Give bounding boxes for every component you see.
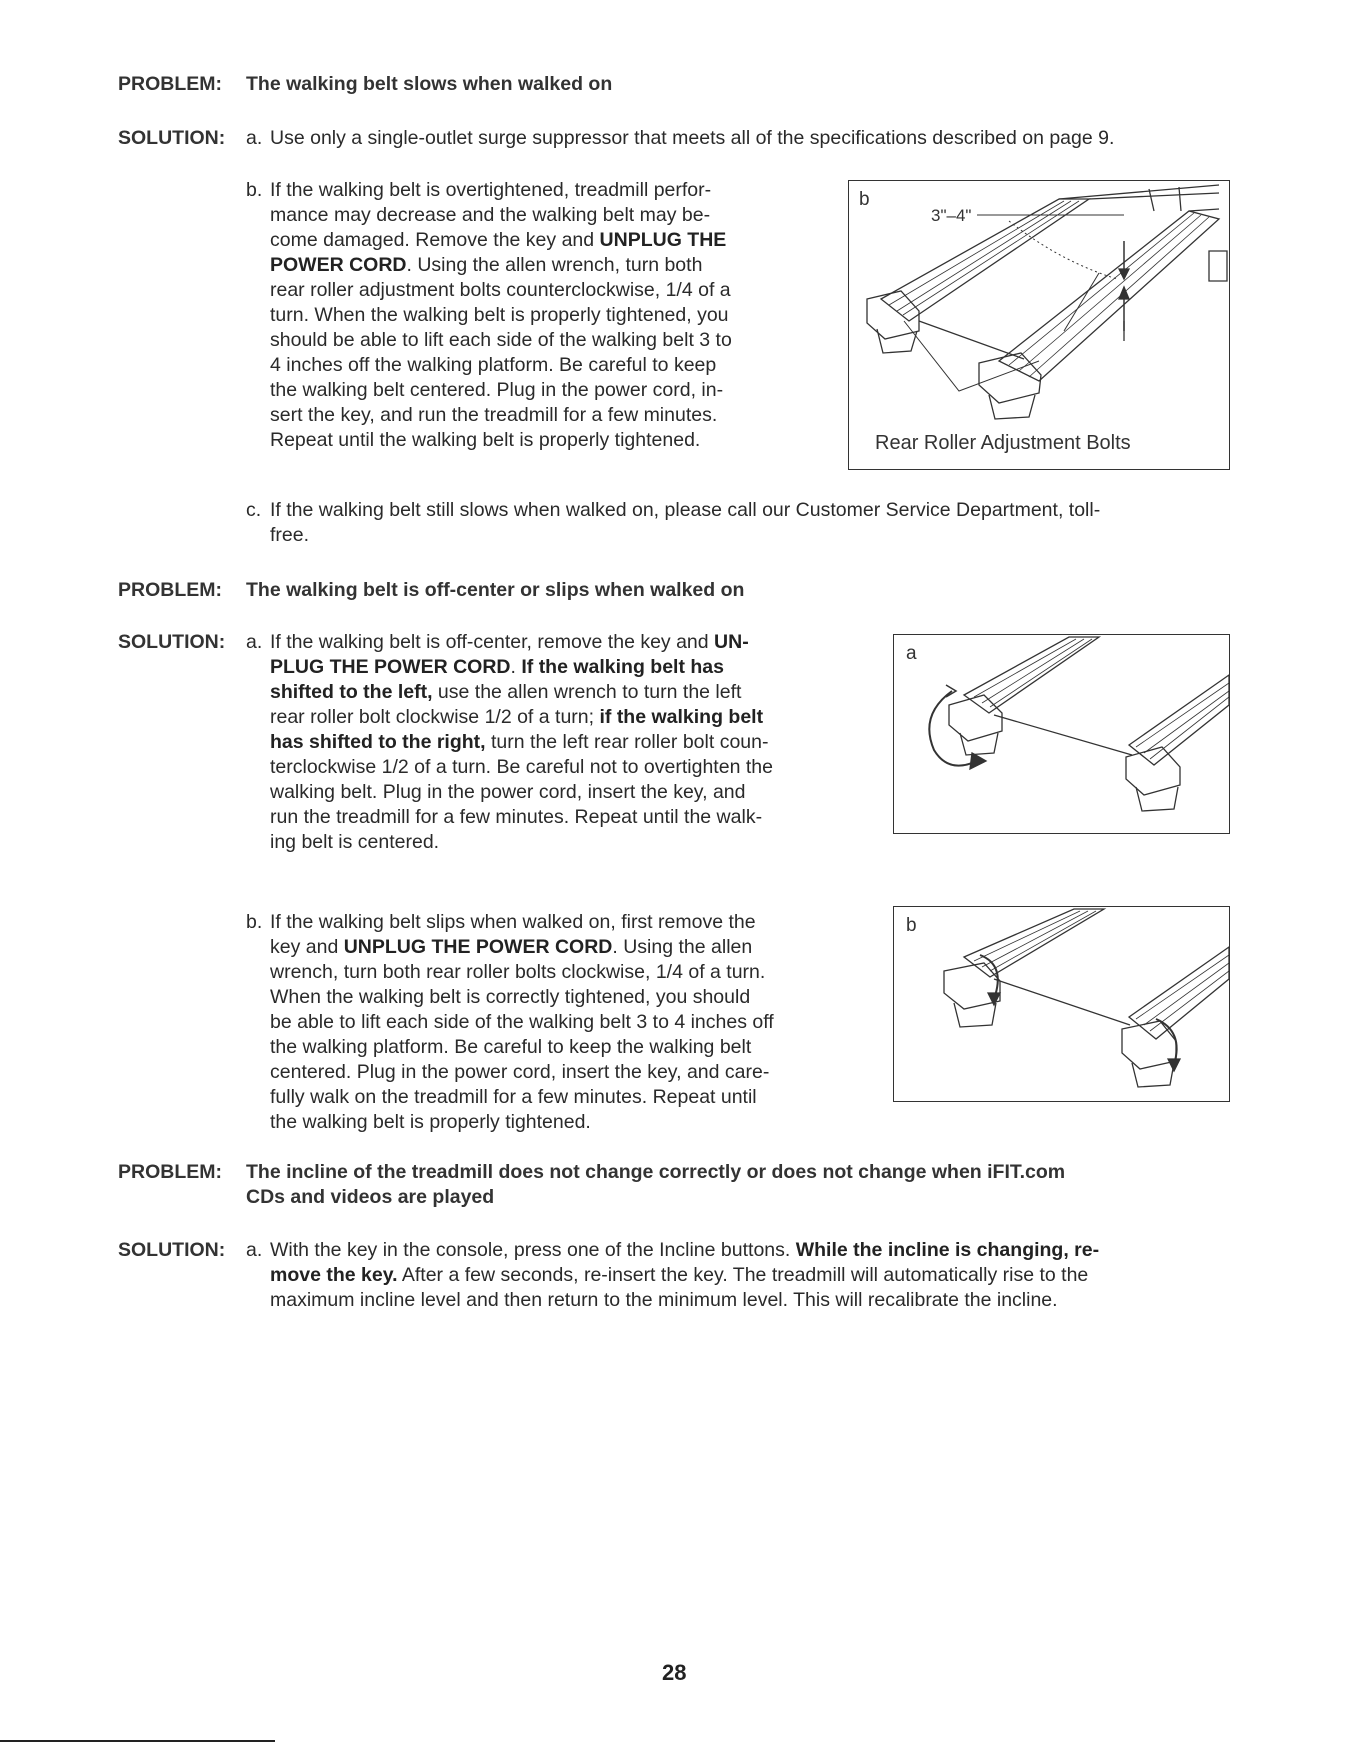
text-line: free. [270, 524, 310, 546]
text-line: ing belt is centered. [270, 831, 440, 853]
text-line: If the walking belt is overtightened, treadmill perfor- [270, 179, 712, 201]
step-letter: b. [246, 179, 263, 201]
text-line: With the key in the console, press one of the Incline buttons. While the incline is changing, re- [270, 1239, 1100, 1261]
problem-label: PROBLEM: [118, 73, 222, 95]
text-line: be able to lift each side of the walking belt 3 to 4 inches off [270, 1011, 774, 1033]
problem-title: The walking belt is off-center or slips when walked on [246, 579, 745, 601]
text-line: shifted to the left, use the allen wrench to turn the left [270, 681, 742, 703]
text-line: the walking platform. Be careful to keep the walking belt [270, 1036, 752, 1058]
title-line: The incline of the treadmill does not change correctly or does not change when iFIT.com [246, 1161, 1066, 1183]
step-letter: c. [246, 499, 262, 521]
text-line: rear roller bolt clockwise 1/2 of a turn; if the walking belt [270, 706, 764, 728]
step-letter: a. [246, 127, 263, 149]
step-paragraph [270, 910, 850, 1135]
problem-title [246, 1160, 1065, 1210]
text-line: turn. When the walking belt is properly tightened, you [270, 304, 729, 326]
step-paragraph [270, 178, 830, 453]
text-line: If the walking belt is off-center, remove the key and UN- [270, 631, 749, 653]
text-line: terclockwise 1/2 of a turn. Be careful not to overtighten the [270, 756, 773, 778]
roller-figure-b [893, 906, 1230, 1102]
text-line: maximum incline level and then return to the minimum level. This will recalibrate the incline. [270, 1289, 1058, 1311]
step-paragraph [270, 498, 1100, 548]
figure-letter: b [906, 915, 917, 936]
text-line: 4 inches off the walking platform. Be careful to keep [270, 354, 717, 376]
problem-label: PROBLEM: [118, 1161, 222, 1183]
rear-roller-figure [848, 180, 1230, 470]
figure-caption: Rear Roller Adjustment Bolts [875, 432, 1131, 454]
text-line: walking belt. Plug in the power cord, insert the key, and [270, 781, 746, 803]
text-line: rear roller adjustment bolts counterclockwise, 1/4 of a [270, 279, 731, 301]
step-paragraph [270, 630, 850, 855]
text-line: If the walking belt still slows when walked on, please call our Customer Service Department, toll- [270, 499, 1101, 521]
text-line: wrench, turn both rear roller bolts clockwise, 1/4 of a turn. [270, 961, 766, 983]
problem-label: PROBLEM: [118, 579, 222, 601]
text-line: Repeat until the walking belt is properly tightened. [270, 429, 701, 451]
text-line: When the walking belt is correctly tightened, you should [270, 986, 751, 1008]
text-line: come damaged. Remove the key and UNPLUG THE [270, 229, 727, 251]
text-line: run the treadmill for a few minutes. Repeat until the walk- [270, 806, 763, 828]
measurement-label: 3"–4" [931, 206, 972, 225]
text-line: move the key. After a few seconds, re-insert the key. The treadmill will automatically rise to the [270, 1264, 1089, 1286]
step-paragraph [270, 1238, 1099, 1313]
text-line: sert the key, and run the treadmill for a few minutes. [270, 404, 718, 426]
solution-label: SOLUTION: [118, 631, 226, 653]
text-line: key and UNPLUG THE POWER CORD. Using the allen [270, 936, 753, 958]
figure-letter: b [859, 189, 870, 210]
solution-label: SOLUTION: [118, 1239, 226, 1261]
step-letter: a. [246, 1239, 263, 1261]
both-rollers-clockwise-illustration [894, 907, 1229, 1101]
text-line: PLUG THE POWER CORD. If the walking belt has [270, 656, 724, 678]
treadmill-rear-roller-illustration [849, 181, 1229, 469]
text-line: If the walking belt slips when walked on, first remove the [270, 911, 756, 933]
text-line: mance may decrease and the walking belt may be- [270, 204, 711, 226]
roller-figure-a [893, 634, 1230, 834]
problem-title: The walking belt slows when walked on [246, 73, 613, 95]
page-number: 28 [662, 1660, 687, 1685]
bottom-rule [0, 1740, 275, 1742]
solution-label: SOLUTION: [118, 127, 226, 149]
figure-letter: a [906, 643, 917, 664]
step-letter: a. [246, 631, 263, 653]
text-line: centered. Plug in the power cord, insert the key, and care- [270, 1061, 770, 1083]
step-text: Use only a single-outlet surge suppressor that meets all of the specifications described on page 9. [270, 127, 1115, 149]
title-line: CDs and videos are played [246, 1186, 495, 1208]
step-letter: b. [246, 911, 263, 933]
text-line: fully walk on the treadmill for a few minutes. Repeat until [270, 1086, 757, 1108]
left-roller-counterclockwise-illustration [894, 635, 1229, 833]
text-line: should be able to lift each side of the walking belt 3 to [270, 329, 732, 351]
text-line: the walking belt centered. Plug in the power cord, in- [270, 379, 724, 401]
text-line: the walking belt is properly tightened. [270, 1111, 591, 1133]
text-line: has shifted to the right, turn the left rear roller bolt coun- [270, 731, 769, 753]
text-line: POWER CORD. Using the allen wrench, turn both [270, 254, 703, 276]
